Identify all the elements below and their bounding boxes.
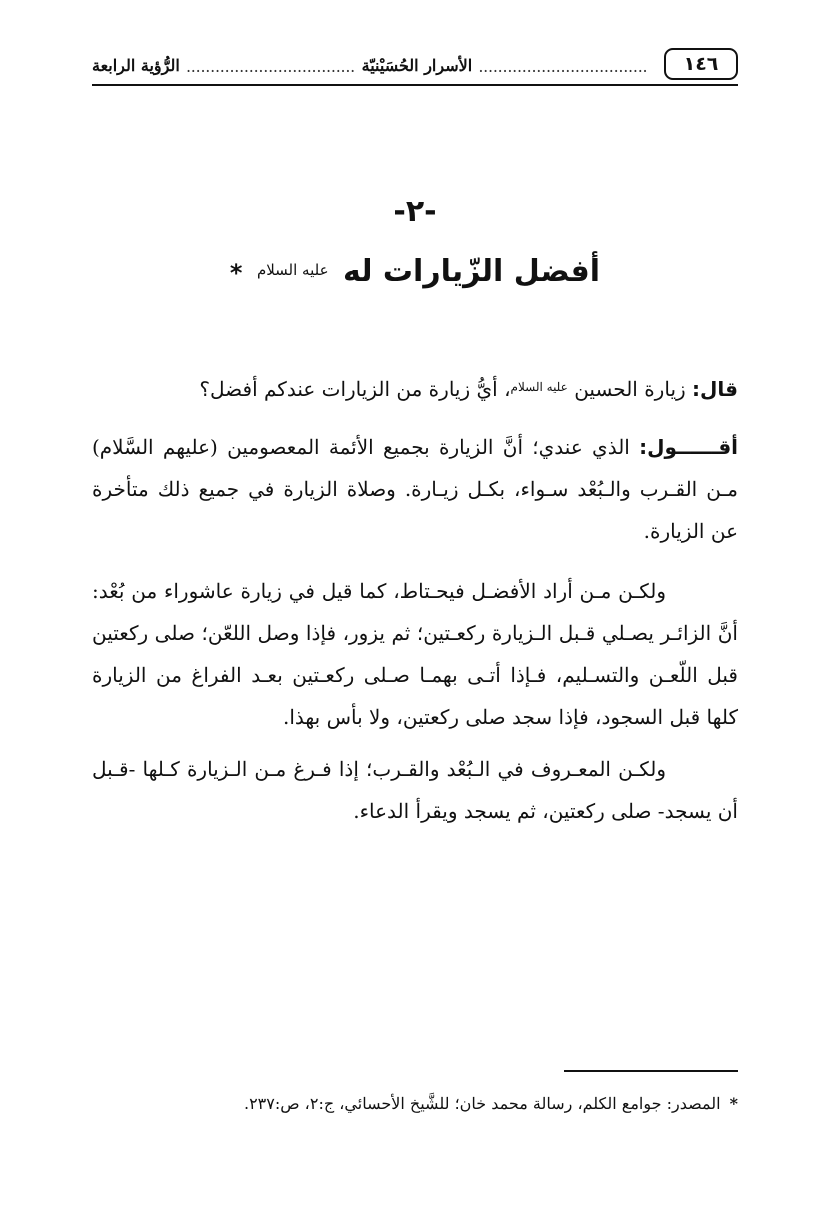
question-paragraph	[92, 366, 738, 410]
running-head	[92, 52, 654, 78]
answer-text: الذي عندي؛ أنَّ الزيارة بجميع الأئمة المعصومين (عليهم السَّلام) مـن القـرب والـبُعْد سـواء، بكـل زيـارة. وصلاة الزيارة في جميع ذلك متأخرة عن الزيارة.	[92, 435, 738, 543]
answer-label: أقــــــول:	[639, 435, 739, 459]
question-text-before: زيارة الحسين	[574, 377, 686, 401]
book-title: الأسرار الحُسَيْنيّة	[361, 55, 473, 75]
paragraph-2: ولكـن مـن أراد الأفضـل فيحـتاط، كما قيل في زيارة عاشوراء من بُعْد: أنَّ الزائـر يصـلي قـبل الـزيارة ركعـتين؛ ثم يزور، فإذا وصل اللعّن؛ صلى ركعتين قبل اللّعـن والتسـليم، فـإذا أتـى بهمـا صـلى ركعـتين بعـد الفراغ من الزيارة كلها قبل السجود، فإذا سجد صلى ركعتين، ولا بأس بهذا.	[92, 579, 738, 729]
footnote-reference: *	[229, 259, 243, 287]
footnote-text: المصدر: جوامع الكلم، رسالة محمد خان؛ للشَّيخ الأحسائي، ج:٢، ص:٢٣٧.	[243, 1094, 721, 1113]
leader-dots	[186, 62, 356, 75]
footnote-marker: *	[729, 1094, 738, 1113]
answer-paragraph	[92, 426, 738, 552]
chapter-title	[0, 254, 830, 289]
main-text	[92, 366, 738, 832]
chapter-title-text: أفضل الزّيارات له	[343, 254, 601, 289]
question-text-after: ، أيُّ زيارة من الزيارات عندكم أفضل؟	[199, 377, 511, 401]
section-number: -٢-	[393, 194, 437, 229]
footnote-divider	[564, 1070, 738, 1072]
leader-dots	[478, 62, 648, 75]
honorific-glyph: عليه السلام	[256, 261, 329, 279]
footnote	[92, 1090, 738, 1118]
page-number: ١٤٦	[664, 48, 738, 80]
question-honorific: عليه السلام	[510, 380, 568, 394]
question-label: قال:	[692, 377, 738, 401]
paragraph-3: ولكـن المعـروف في الـبُعْد والقـرب؛ إذا فـرغ مـن الـزيارة كـلها -قـبل أن يسجد- صلى ركعتين، ثم يسجد ويقرأ الدعاء.	[92, 757, 738, 823]
section-title: الرُّؤية الرابعة	[91, 55, 180, 75]
page-header	[92, 44, 738, 86]
